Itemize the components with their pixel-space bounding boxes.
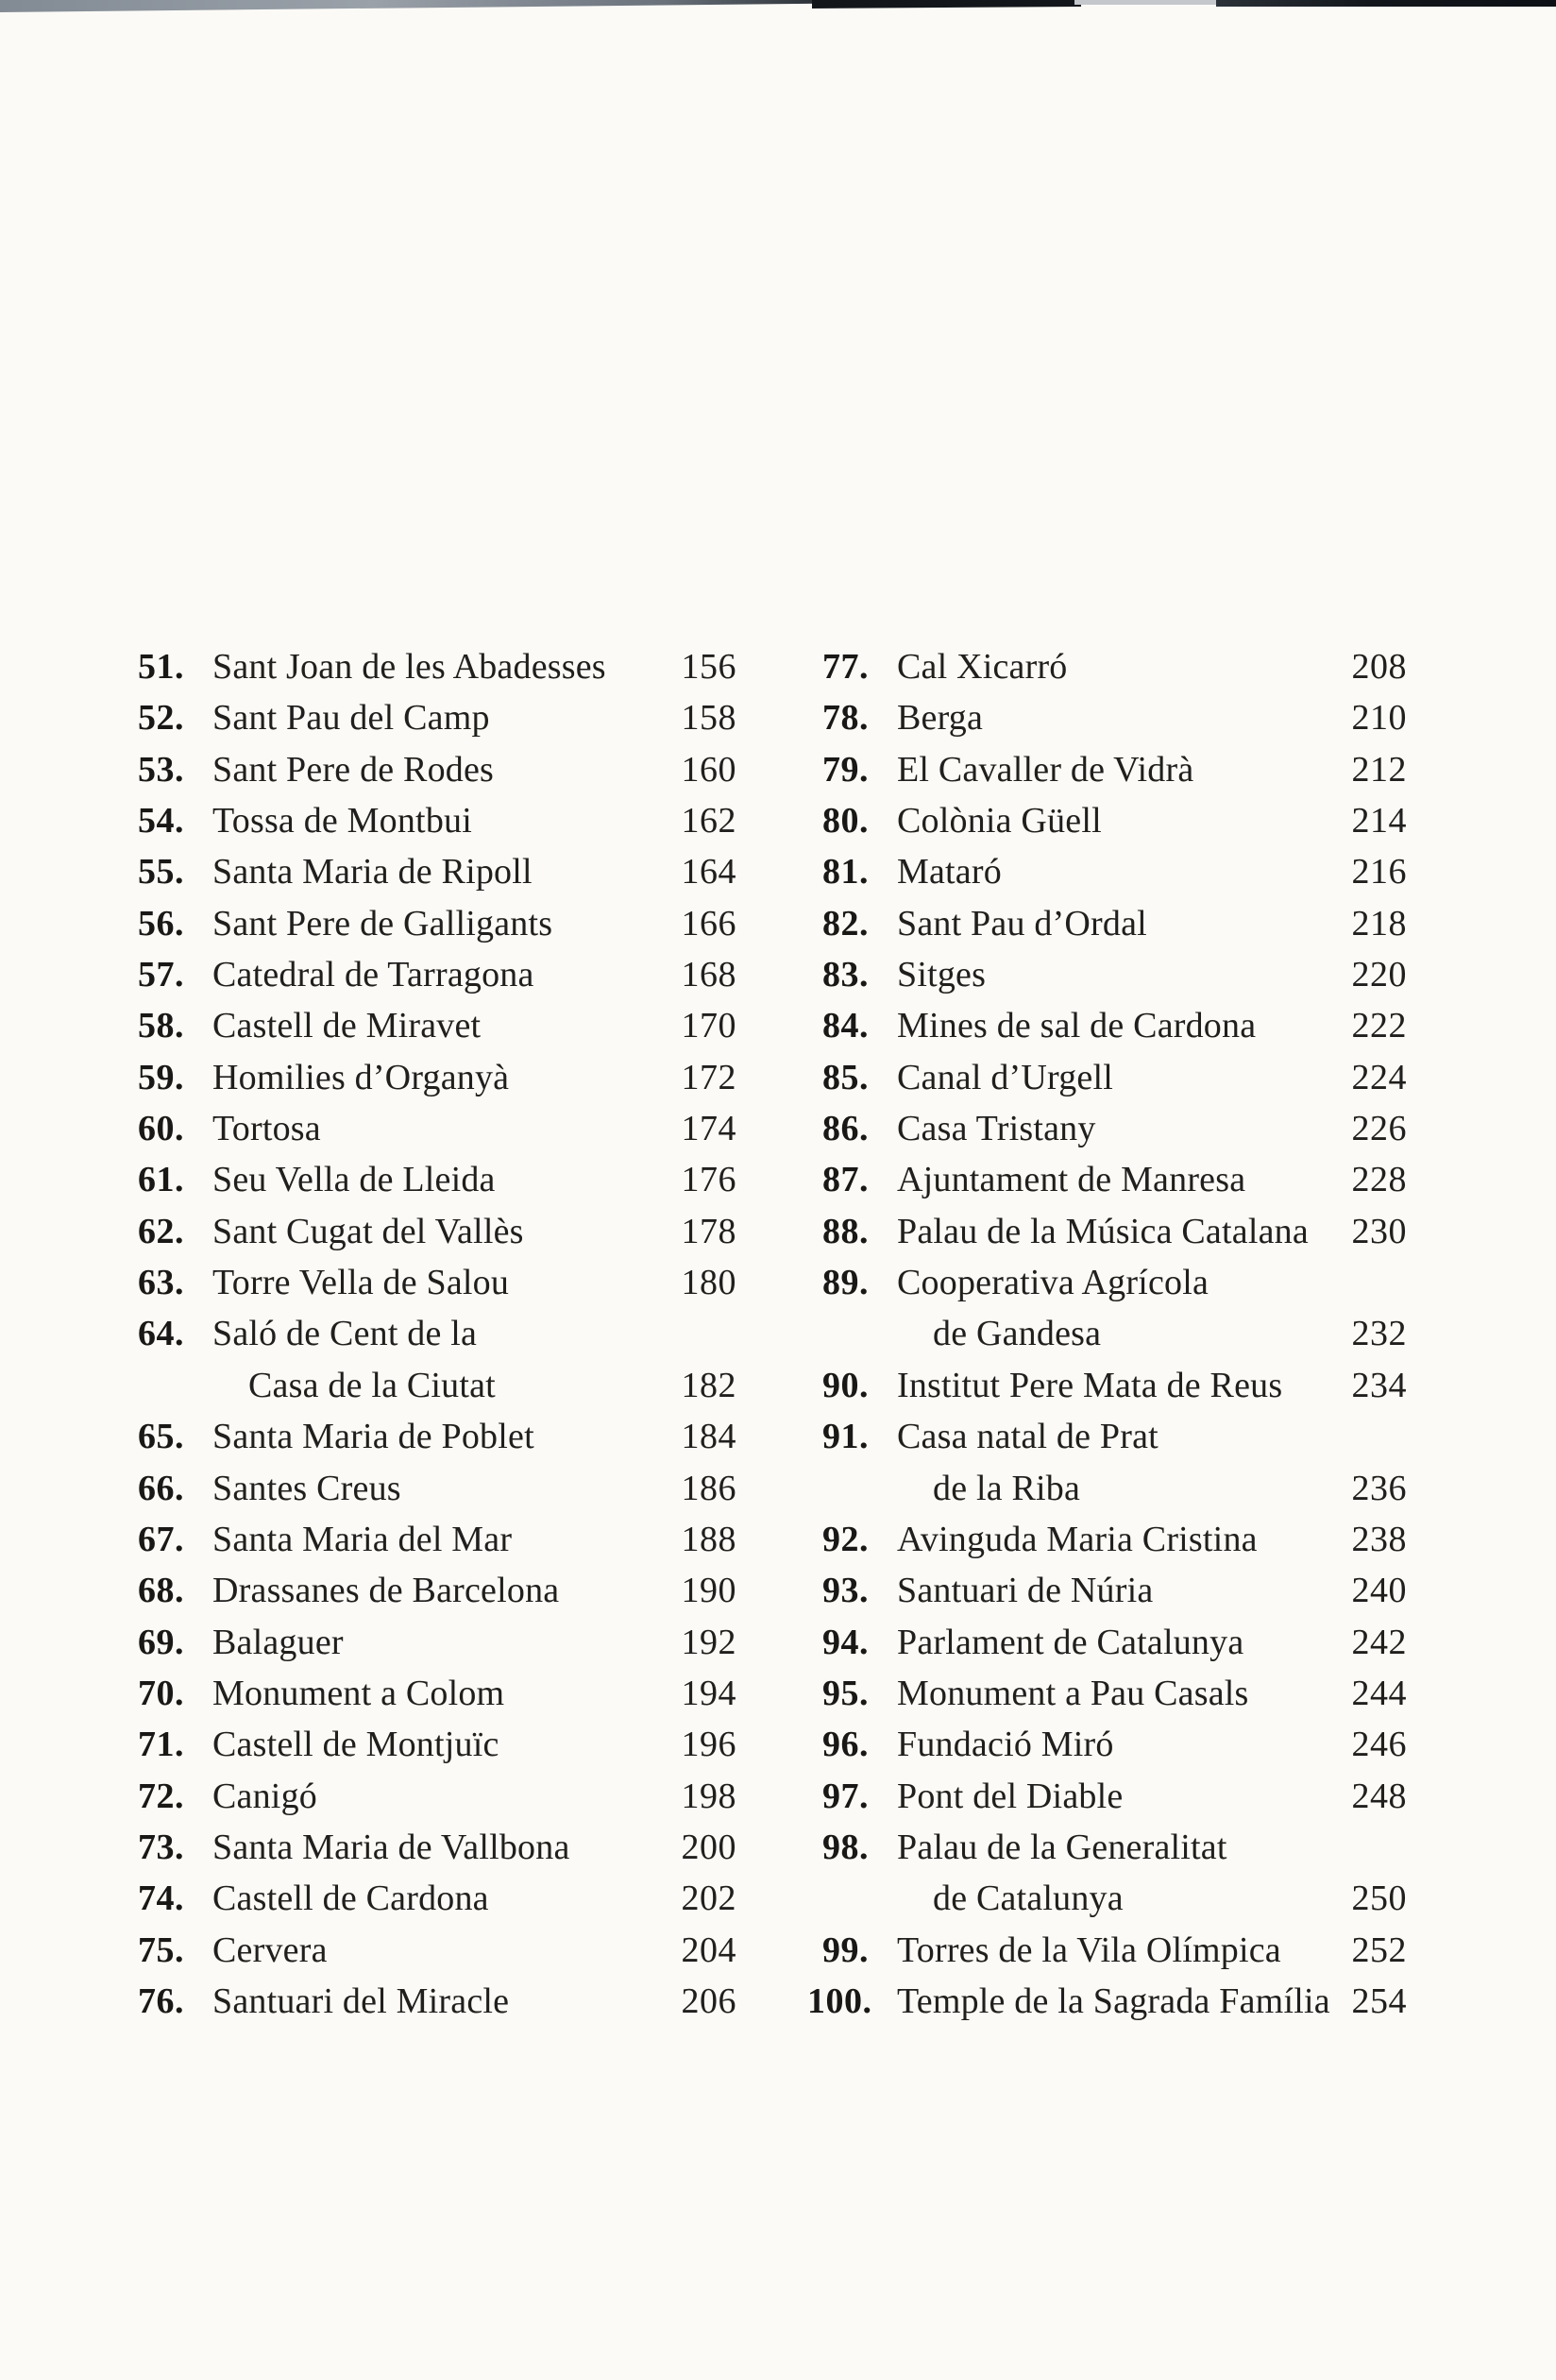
- toc-entry-row: [807, 846, 1407, 897]
- entry-page: 184: [681, 1417, 736, 1457]
- entry-title: Tossa de Montbui: [212, 801, 472, 842]
- entry-page: 194: [681, 1673, 736, 1713]
- entry-number: 63.: [138, 1263, 184, 1303]
- entry-number: 90.: [822, 1365, 869, 1405]
- entry-number: 73.: [138, 1827, 184, 1867]
- toc-entry-row: [123, 898, 736, 949]
- entry-page: 196: [681, 1725, 736, 1765]
- entry-title: Parlament de Catalunya: [897, 1622, 1244, 1662]
- entry-number: 68.: [138, 1571, 184, 1611]
- entry-number: 66.: [138, 1468, 184, 1508]
- entry-page: 234: [1351, 1365, 1407, 1405]
- entry-title: Casa de la Ciutat: [248, 1365, 496, 1405]
- entry-title: Sant Cugat del Vallès: [212, 1211, 524, 1251]
- entry-number: 87.: [822, 1160, 869, 1200]
- entry-title: Santa Maria de Vallbona: [212, 1827, 570, 1867]
- entry-title: Sant Joan de les Abadesses: [212, 647, 606, 687]
- entry-page: 160: [681, 749, 736, 790]
- entry-page: 218: [1351, 903, 1407, 944]
- toc-entry-row: [123, 795, 736, 846]
- entry-title: de la Riba: [933, 1468, 1081, 1508]
- scan-edge-artifact: [0, 0, 1556, 15]
- entry-title: Saló de Cent de la: [212, 1314, 478, 1354]
- entry-title: Sant Pau d’Ordal: [897, 903, 1147, 944]
- toc-entry-row: [123, 692, 736, 743]
- entry-page: 236: [1351, 1468, 1407, 1508]
- toc-entry-row: [807, 1052, 1407, 1103]
- entry-page: 220: [1351, 955, 1407, 995]
- entry-title: Homilies d’Organyà: [212, 1057, 510, 1097]
- entry-title: Cervera: [212, 1930, 328, 1970]
- entry-number: 88.: [822, 1211, 869, 1251]
- entry-title: Colònia Güell: [897, 801, 1102, 842]
- entry-title: Santuari de Núria: [897, 1571, 1154, 1611]
- entry-page: 200: [681, 1827, 736, 1867]
- entry-number: 56.: [138, 903, 184, 944]
- toc-entry-row: [807, 744, 1407, 795]
- entry-page: 192: [681, 1622, 736, 1662]
- entry-page: 188: [681, 1519, 736, 1559]
- toc-entry-row: [807, 1000, 1407, 1051]
- toc-entry-row: [807, 1360, 1407, 1411]
- toc-entry-row: [807, 641, 1407, 692]
- toc-entry-row: [807, 1514, 1407, 1565]
- entry-page: 242: [1351, 1622, 1407, 1662]
- toc-entry-row: [807, 1822, 1407, 1873]
- entry-number: 52.: [138, 698, 184, 739]
- entry-title: Santa Maria de Ripoll: [212, 852, 533, 892]
- entry-title: Canal d’Urgell: [897, 1057, 1113, 1097]
- entry-number: 89.: [822, 1263, 869, 1303]
- entry-number: 82.: [822, 903, 869, 944]
- entry-number: 96.: [822, 1725, 869, 1765]
- entry-title: Ajuntament de Manresa: [897, 1160, 1246, 1200]
- entry-title: Santa Maria del Mar: [212, 1519, 513, 1559]
- toc-entry-row: [807, 1308, 1407, 1359]
- entry-title: Santes Creus: [212, 1468, 401, 1508]
- entry-page: 244: [1351, 1673, 1407, 1713]
- entry-page: 180: [681, 1263, 736, 1303]
- entry-number: 57.: [138, 955, 184, 995]
- entry-title: Tortosa: [212, 1109, 321, 1149]
- toc-entry-row: [123, 1360, 736, 1411]
- entry-number: 100.: [807, 1980, 872, 2021]
- toc-entry-row: [123, 1103, 736, 1154]
- entry-number: 62.: [138, 1211, 184, 1251]
- entry-title: Mataró: [897, 852, 1002, 892]
- toc-entry-row: [807, 1925, 1407, 1976]
- toc-entry-row: [807, 1154, 1407, 1205]
- entry-page: 182: [681, 1365, 736, 1405]
- entry-page: 216: [1351, 852, 1407, 892]
- entry-number: 93.: [822, 1571, 869, 1611]
- entry-page: 226: [1351, 1109, 1407, 1149]
- entry-page: 178: [681, 1211, 736, 1251]
- entry-title: Sant Pere de Rodes: [212, 749, 495, 790]
- scan-edge-dark-segment: [812, 0, 1081, 8]
- entry-title: Cooperativa Agrícola: [897, 1263, 1209, 1303]
- entry-title: de Catalunya: [933, 1878, 1124, 1919]
- entry-page: 214: [1351, 801, 1407, 842]
- toc-entry-row: [123, 1411, 736, 1462]
- toc-entry-row: [807, 1976, 1407, 2027]
- toc-entry-row: [123, 1154, 736, 1205]
- toc-entry-row: [807, 1771, 1407, 1822]
- toc-entry-row: [807, 1873, 1407, 1924]
- entry-number: 60.: [138, 1109, 184, 1149]
- toc-entry-row: [123, 1463, 736, 1514]
- toc-entry-row: [123, 1617, 736, 1668]
- entry-number: 51.: [138, 647, 184, 687]
- entry-page: 164: [681, 852, 736, 892]
- entry-number: 64.: [138, 1314, 184, 1354]
- entry-title: Santa Maria de Poblet: [212, 1417, 534, 1457]
- toc-right-column: [807, 641, 1407, 2027]
- entry-number: 94.: [822, 1622, 869, 1662]
- entry-title: Monument a Colom: [212, 1673, 505, 1713]
- entry-number: 53.: [138, 749, 184, 790]
- scan-edge-light-segment: [1074, 0, 1221, 5]
- entry-number: 76.: [138, 1980, 184, 2021]
- toc-entry-row: [807, 1463, 1407, 1514]
- entry-title: Castell de Montjuïc: [212, 1725, 499, 1765]
- toc-entry-row: [123, 949, 736, 1000]
- entry-title: Castell de Miravet: [212, 1006, 482, 1046]
- entry-number: 59.: [138, 1057, 184, 1097]
- entry-page: 172: [681, 1057, 736, 1097]
- entry-page: 246: [1351, 1725, 1407, 1765]
- toc-entry-row: [123, 1873, 736, 1924]
- entry-number: 92.: [822, 1519, 869, 1559]
- entry-number: 79.: [822, 749, 869, 790]
- entry-number: 85.: [822, 1057, 869, 1097]
- toc-entry-row: [807, 795, 1407, 846]
- entry-page: 238: [1351, 1519, 1407, 1559]
- toc-entry-row: [123, 1668, 736, 1719]
- entry-page: 224: [1351, 1057, 1407, 1097]
- entry-number: 97.: [822, 1776, 869, 1816]
- toc-entry-row: [807, 1719, 1407, 1770]
- entry-title: Palau de la Música Catalana: [897, 1211, 1309, 1251]
- toc-entry-row: [123, 1771, 736, 1822]
- entry-page: 232: [1351, 1314, 1407, 1354]
- entry-title: Institut Pere Mata de Reus: [897, 1365, 1283, 1405]
- entry-page: 168: [681, 955, 736, 995]
- entry-page: 206: [681, 1980, 736, 2021]
- entry-title: Seu Vella de Lleida: [212, 1160, 496, 1200]
- entry-title: Balaguer: [212, 1622, 344, 1662]
- entry-page: 204: [681, 1930, 736, 1970]
- entry-page: 176: [681, 1160, 736, 1200]
- entry-number: 54.: [138, 801, 184, 842]
- toc-entry-row: [123, 1257, 736, 1308]
- entry-number: 99.: [822, 1930, 869, 1970]
- entry-page: 208: [1351, 647, 1407, 687]
- entry-page: 166: [681, 903, 736, 944]
- toc-entry-row: [807, 949, 1407, 1000]
- entry-title: El Cavaller de Vidrà: [897, 749, 1194, 790]
- toc-entry-row: [807, 1257, 1407, 1308]
- entry-page: 254: [1351, 1980, 1407, 2021]
- toc-entry-row: [123, 1565, 736, 1616]
- entry-title: Berga: [897, 698, 984, 739]
- toc-entry-row: [123, 1719, 736, 1770]
- toc-entry-row: [807, 1206, 1407, 1257]
- entry-title: Fundació Miró: [897, 1725, 1114, 1765]
- toc-entry-row: [807, 1668, 1407, 1719]
- entry-title: Torre Vella de Salou: [212, 1263, 510, 1303]
- toc-entry-row: [807, 692, 1407, 743]
- entry-page: 198: [681, 1776, 736, 1816]
- entry-number: 69.: [138, 1622, 184, 1662]
- entry-number: 83.: [822, 955, 869, 995]
- entry-title: Mines de sal de Cardona: [897, 1006, 1257, 1046]
- entry-page: 228: [1351, 1160, 1407, 1200]
- entry-title: Avinguda Maria Cristina: [897, 1519, 1258, 1559]
- toc-entry-row: [807, 1617, 1407, 1668]
- entry-title: Santuari del Miracle: [212, 1980, 510, 2021]
- toc-entry-row: [123, 1925, 736, 1976]
- entry-page: 230: [1351, 1211, 1407, 1251]
- entry-number: 61.: [138, 1160, 184, 1200]
- entry-number: 98.: [822, 1827, 869, 1867]
- entry-page: 210: [1351, 698, 1407, 739]
- toc-entry-row: [807, 1411, 1407, 1462]
- entry-title: Canigó: [212, 1776, 317, 1816]
- toc-entry-row: [123, 744, 736, 795]
- entry-page: 174: [681, 1109, 736, 1149]
- entry-page: 202: [681, 1878, 736, 1919]
- toc-entry-row: [123, 641, 736, 692]
- entry-number: 65.: [138, 1417, 184, 1457]
- scan-edge-dark-right-segment: [1216, 0, 1556, 7]
- entry-title: Casa natal de Prat: [897, 1417, 1159, 1457]
- entry-title: Temple de la Sagrada Família: [897, 1980, 1330, 2021]
- toc-entry-row: [123, 1822, 736, 1873]
- entry-title: Casa Tristany: [897, 1109, 1096, 1149]
- entry-title: Sant Pere de Galligants: [212, 903, 553, 944]
- toc-entry-row: [123, 1000, 736, 1051]
- entry-number: 91.: [822, 1417, 869, 1457]
- entry-title: Torres de la Vila Olímpica: [897, 1930, 1281, 1970]
- toc-entry-row: [807, 1565, 1407, 1616]
- entry-page: 190: [681, 1571, 736, 1611]
- entry-page: 212: [1351, 749, 1407, 790]
- scan-edge-gray-segment: [0, 0, 831, 12]
- entry-page: 252: [1351, 1930, 1407, 1970]
- toc-entry-row: [807, 1103, 1407, 1154]
- entry-number: 72.: [138, 1776, 184, 1816]
- entry-number: 58.: [138, 1006, 184, 1046]
- toc-entry-row: [807, 898, 1407, 949]
- entry-page: 250: [1351, 1878, 1407, 1919]
- entry-title: de Gandesa: [933, 1314, 1102, 1354]
- entry-page: 186: [681, 1468, 736, 1508]
- entry-page: 240: [1351, 1571, 1407, 1611]
- toc-entry-row: [123, 1308, 736, 1359]
- entry-number: 70.: [138, 1673, 184, 1713]
- entry-number: 75.: [138, 1930, 184, 1970]
- toc-entry-row: [123, 1514, 736, 1565]
- entry-title: Pont del Diable: [897, 1776, 1124, 1816]
- entry-number: 55.: [138, 852, 184, 892]
- entry-page: 222: [1351, 1006, 1407, 1046]
- entry-number: 81.: [822, 852, 869, 892]
- entry-number: 95.: [822, 1673, 869, 1713]
- toc-left-column: [123, 641, 736, 2027]
- entry-title: Sant Pau del Camp: [212, 698, 490, 739]
- toc-entry-row: [123, 1206, 736, 1257]
- entry-title: Cal Xicarró: [897, 647, 1068, 687]
- toc-entry-row: [123, 846, 736, 897]
- entry-number: 86.: [822, 1109, 869, 1149]
- entry-page: 162: [681, 801, 736, 842]
- entry-title: Monument a Pau Casals: [897, 1673, 1249, 1713]
- entry-number: 80.: [822, 801, 869, 842]
- toc-entry-row: [123, 1976, 736, 2027]
- entry-page: 248: [1351, 1776, 1407, 1816]
- entry-title: Drassanes de Barcelona: [212, 1571, 560, 1611]
- entry-title: Palau de la Generalitat: [897, 1827, 1227, 1867]
- entry-number: 78.: [822, 698, 869, 739]
- entry-number: 77.: [822, 647, 869, 687]
- entry-page: 158: [681, 698, 736, 739]
- entry-number: 71.: [138, 1725, 184, 1765]
- entry-number: 67.: [138, 1519, 184, 1559]
- entry-number: 84.: [822, 1006, 869, 1046]
- entry-title: Castell de Cardona: [212, 1878, 489, 1919]
- entry-title: Sitges: [897, 955, 987, 995]
- entry-page: 170: [681, 1006, 736, 1046]
- entry-page: 156: [681, 647, 736, 687]
- entry-title: Catedral de Tarragona: [212, 955, 534, 995]
- toc-entry-row: [123, 1052, 736, 1103]
- entry-number: 74.: [138, 1878, 184, 1919]
